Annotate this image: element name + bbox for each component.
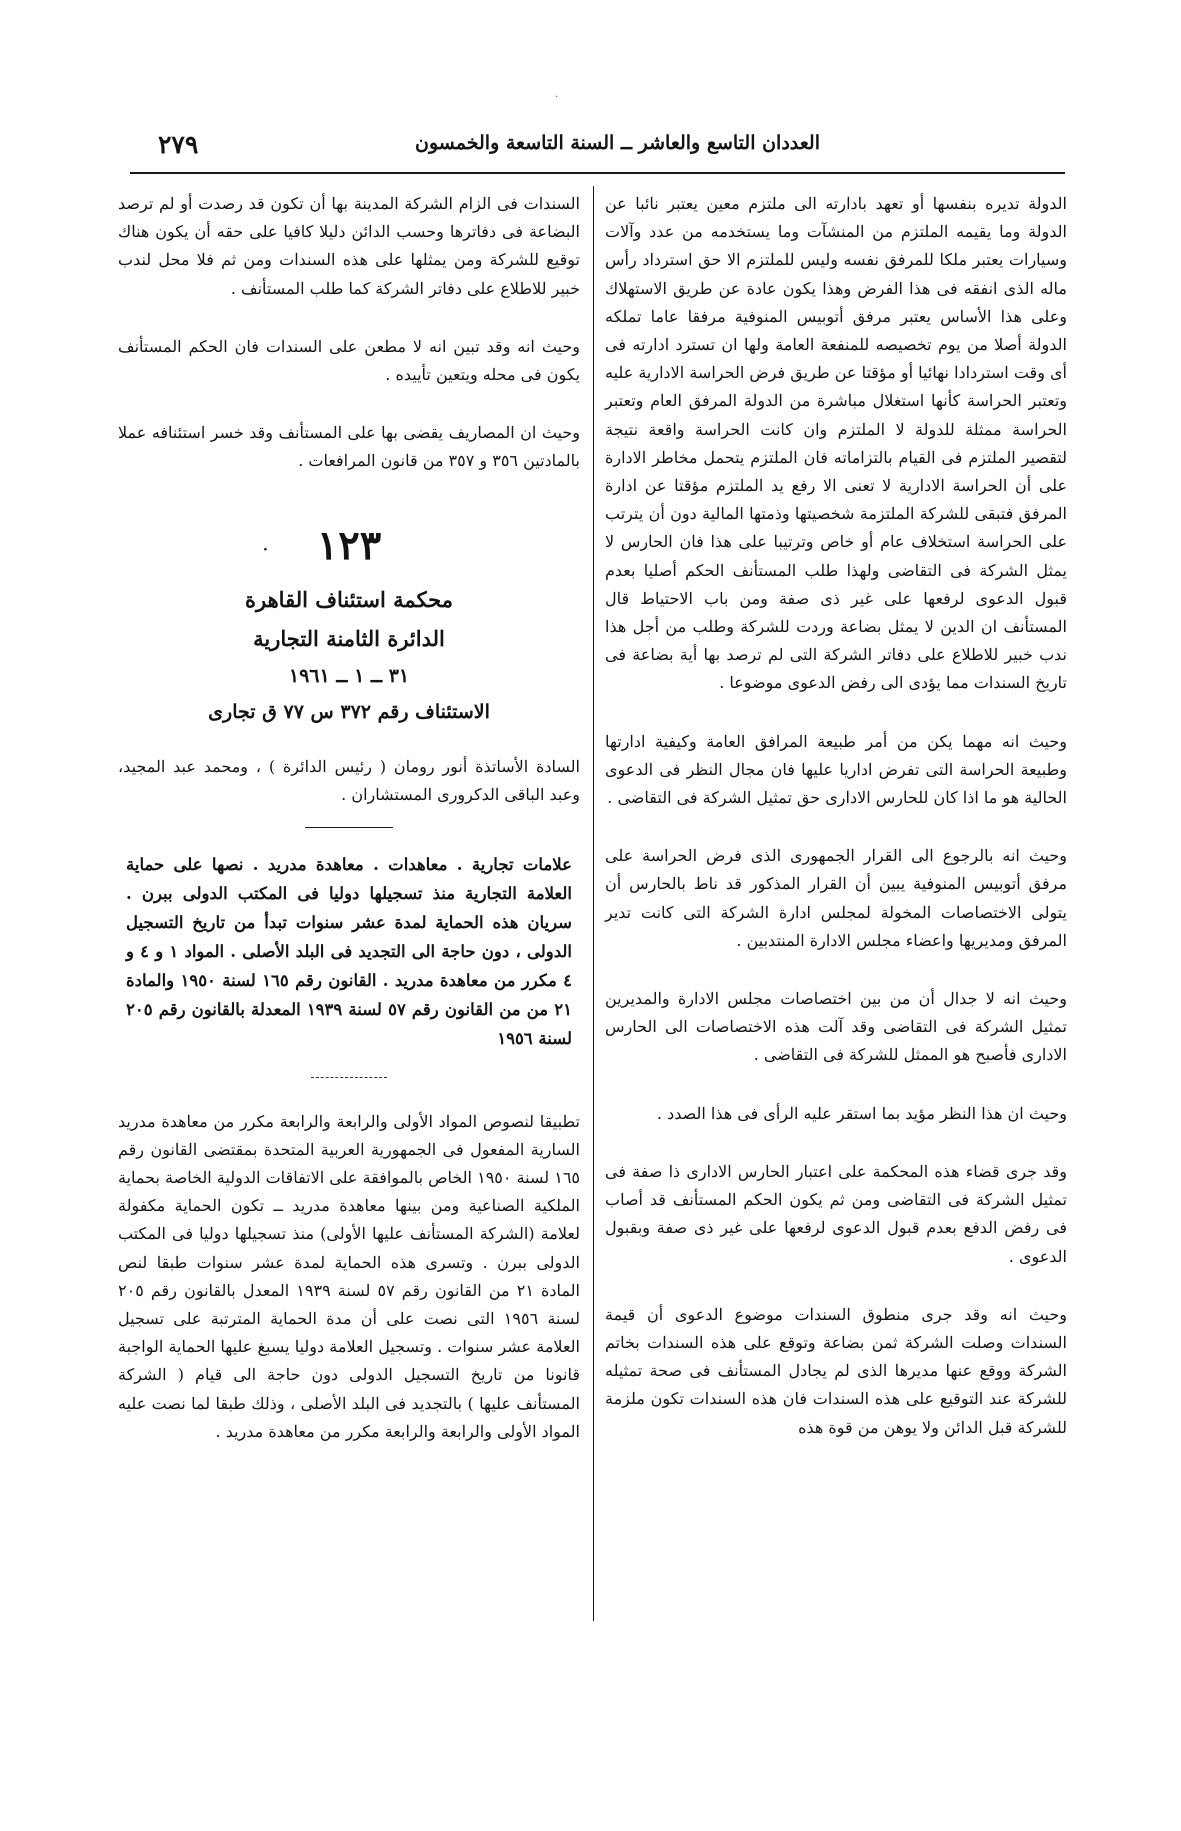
judgment-date: ٣١ ــ ١ ــ ١٩٦١ [288, 664, 410, 687]
judgment-paragraph: وحيث ان هذا النظر مؤيد بما استقر عليه الرأى فى هذا الصدد . [656, 1103, 1067, 1123]
page-number: ٢٧٩ [158, 130, 199, 159]
judgment-paragraph: وحيث انه مهما يكن من أمر طبيعة المرافق العامة وكيفية ادارتها وطبيعة الحراسة التى تفرض اداريا عليها فان مجال النظر فى الدعوى الحالية هو ما اذا كان للحارس الادارى حق تمثيل الشركة فى التقاضى . [605, 731, 1067, 808]
judgment-paragraph: تطبيقا لنصوص المواد الأولى والرابعة والرابعة مكرر من معاهدة مدريد السارية المفعول فى الجمهورية العربية المتحدة بمقتضى القانون رقم ١٦٥ لسنة ١٩٥٠ الخاص بالموافقة على الاتفاقات الدولية الخاصة بحماية الملكية الصناعية ومن بينها معاهدة مدريد ــ تكون الحماية مكفولة لعلامة (الشركة المستأنف عليها الأولى) منذ تسجيلها دوليا فى المكتب الدولى ببرن . وتسرى هذه الحماية لمدة عشر سنوات طبقا لنص المادة ٢١ من القانون رقم ٥٧ لسنة ١٩٣٩ المعدل بالقانون رقم ٢٠٥ لسنة ١٩٥٦ التى نصت على أن مدة الحماية المترتبة على تسجيل العلامة عشر سنوات . وتسجيل العلامة دوليا يسبغ عليها الحماية الواجبة قانونا من تاريخ التسجيل الدولى دون حاجة الى قيام ( الشركة المستأنف عليها ) بالتجديد فى البلد الأصلى ، وذلك طبقا لما نصت عليه المواد الأولى والرابعة والرابعة مكرر من معاهدة مدريد . [118, 1111, 581, 1441]
journal-issue-title: العددان التاسع والعاشر ــ السنة التاسعة والخمسون [415, 132, 820, 154]
judgment-paragraph: وحيث ان المصاريف يقضى بها على المستأنف وقد خسر استئنافه عملا بالمادتين ٣٥٦ و ٣٥٧ من قانون المرافعات . [118, 423, 580, 471]
speck: · [263, 541, 274, 558]
case-number [118, 522, 580, 569]
judgment-paragraph: السندات فى الزام الشركة المدينة بها أن تكون قد رصدت أو لم ترصد البضاعة فى دفاترها وحسب الدائن دليلا كافيا على حقه أن يكون هناك توقيع للشركة ومن يمثلها على هذه السندات ومن ثم فلا محل لندب خبير للاطلاع على دفاتر الشركة كما طلب المستأنف . [118, 194, 580, 298]
court-name: محكمة استئناف القاهرة [245, 586, 453, 612]
column-divider [593, 186, 594, 1621]
right-column [605, 190, 1067, 1472]
judges-panel: السادة الأساتذة أنور رومان ( رئيس الدائرة ) ، ومحمد عبد المجيد، وعبد الباقى الدكرورى المستشاران . [118, 756, 580, 804]
case-number-text: ١٢٣ [316, 521, 382, 569]
speck: · [555, 92, 559, 103]
left-column [118, 190, 580, 1476]
judgment-paragraph: وحيث انه وقد تبين انه لا مطعن على السندات فان الحكم المستأنف يكون فى محله ويتعين تأييده . [118, 336, 580, 385]
circuit-name: الدائرة الثامنة التجارية [253, 625, 445, 651]
section-divider [311, 1077, 387, 1078]
appeal-reference: الاستئناف رقم ٣٧٢ س ٧٧ ق تجارى [208, 700, 490, 723]
section-divider [305, 827, 393, 828]
headnote: علامات تجارية . معاهدات . معاهدة مدريد . نصها على حماية العلامة التجارية منذ تسجيلها دوليا فى المكتب الدولى ببرن . سريان هذه الحماية لمدة عشر سنوات تبدأ من تاريخ التسجيل الدولى ، دون حاجة الى التجديد فى البلد الأصلى . المواد ١ و ٤ و ٤ مكرر من معاهدة مدريد . القانون رقم ١٦٥ لسنة ١٩٥٠ والمادة ٢١ من من القانون رقم ٥٧ لسنة ١٩٣٩ المعدلة بالقانون رقم ٢٠٥ لسنة ١٩٥٦ [126, 854, 573, 1048]
running-header [150, 130, 1060, 166]
judgment-paragraph: وحيث انه لا جدال أن من بين اختصاصات مجلس الادارة والمديرين تمثيل الشركة فى التقاضى وقد آلت هذه الاختصاصات الى الحارس الادارى فأصبح هو الممثل للشركة فى التقاضى . [605, 989, 1067, 1065]
judgment-paragraph: الدولة تديره بنفسها أو تعهد بادارته الى ملتزم معين يعتبر نائبا عن الدولة وما يقيمه الملتزم من المنشآت وما يستخدمه من عدد وآلات وسيارات يعتبر ملكا للمرفق نفسه وليس للملتزم الا حق استرداد رأس ماله الذى انفقه فى هذا الفرض وهذا يكون عادة عن طريق الاستهلاك وعلى هذا الأساس يعتبر مرفق أتوبيس المنوفية مرفقا عاما تملكه الدولة أصلا من يوم تخصيصه للمنفعة العامة ولها ان تسترد ادارته فى أى وقت استردادا نهائيا أو مؤقتا عن طريق فرض الحراسة الادارية عليه وتعتبر الحراسة كأنها استغلال مباشرة من الدولة المرفق العام وتعتبر الحراسة ممثلة للدولة لا الملتزم وان كانت الحراسة واقعة نتيجة لتقصير الملتزم فى القيام بالتزاماته فان الملتزم يتحمل مخاطر الادارة على أن الحراسة الادارية لا تعنى الا رفع يد الملتزم مؤقتا عن ادارة المرفق فتبقى للشركة الملتزمة شخصيتها وذمتها المالية دون أن يترتب على الحراسة استخلاف عام أو خاص وترتيبا على هذا فان الحارس لا يمثل الشركة فى التقاضى ولهذا طلب المستأنف الحكم أصليا بعدم قبول الدعوى لرفعها على غير ذى صفة ومن باب الاحتياط قال المستأنف ان الدين لا يمثل بضاعة وردت للشركة وطلب من أجل هذا ندب خبير للاطلاع على دفاتر الشركة التى لم ترصد بها أية بضاعة فى تاريخ السندات مما يؤدى الى رفض الدعوى موضوعا . [605, 194, 1068, 693]
judgment-paragraph: وحيث انه وقد جرى منطوق السندات موضوع الدعوى أن قيمة السندات وصلت الشركة ثمن بضاعة وتوقع على هذه السندات بخاتم الشركة ووقع عنها مديرها الذى لم يجادل المستأنف فى صحة تمثيله للشركة عند التوقيع على هذه السندات فان هذه السندات تكون ملزمة للشركة قبل الدائن ولا يوهن من قوة هذه [605, 1304, 1067, 1437]
judgment-paragraph: وحيث انه بالرجوع الى القرار الجمهورى الذى فرض الحراسة على مرفق أتوبيس المنوفية يبين أن القرار المذكور قد ناط بالحارس أن يتولى الاختصاصات المخولة لمجلس ادارة الشركة التى كانت تدير المرفق ومديريها واعضاء مجلس الادارة المنتدبين . [605, 846, 1067, 950]
header-rule [130, 172, 1065, 174]
judgment-paragraph: وقد جرى قضاء هذه المحكمة على اعتبار الحارس الادارى ذا صفة فى تمثيل الشركة فى التقاضى ومن ثم يكون الحكم المستأنف قد أصاب فى رفض الدفع بعدم قبول الدعوى لرفعها على غير ذى صفة وبقبول الدعوى . [605, 1161, 1067, 1266]
